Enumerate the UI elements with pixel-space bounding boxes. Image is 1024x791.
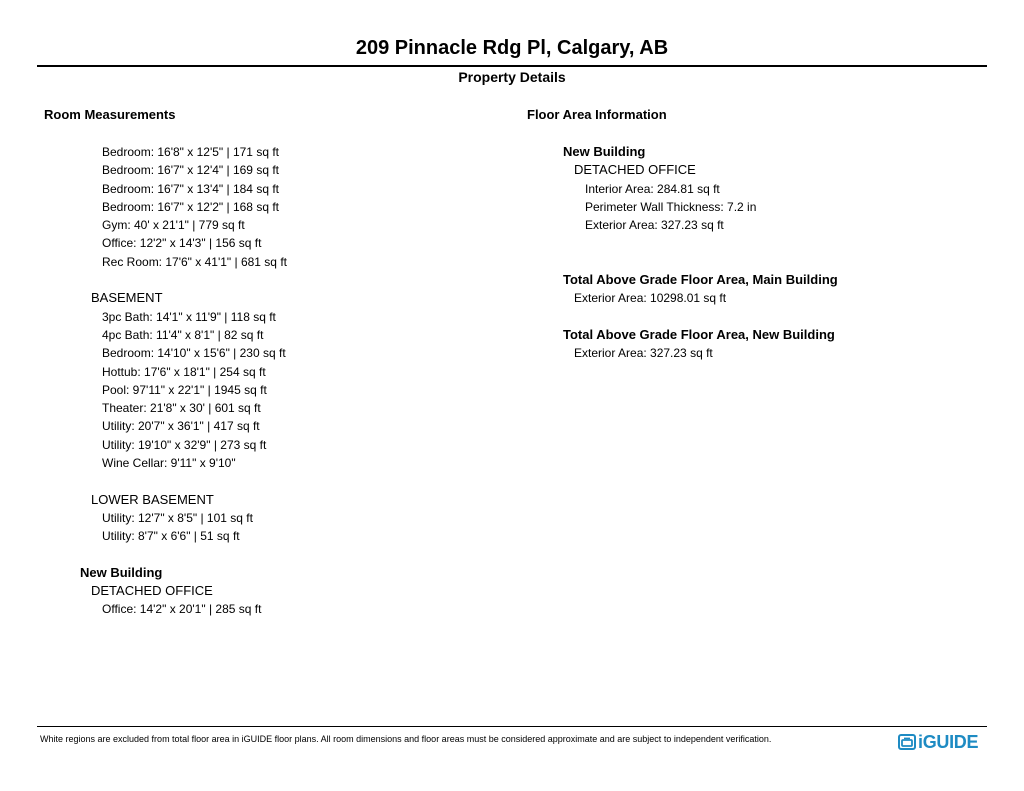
area-item: Interior Area: 284.81 sq ft [585,181,720,196]
floor-label-detached-office: DETACHED OFFICE [91,583,213,599]
room-item: Pool: 97'11" x 22'1" | 1945 sq ft [102,382,267,397]
room-item: Bedroom: 16'8" x 12'5" | 171 sq ft [102,145,279,159]
section-title: Property Details [458,69,566,85]
room-item: Utility: 12'7" x 8'5" | 101 sq ft [102,510,253,525]
total-main-value: Exterior Area: 10298.01 sq ft [574,291,727,306]
total-main-building [527,271,967,308]
spacer [44,472,484,490]
room-item: 3pc Bath: 14'1" x 11'9" | 118 sq ft [102,309,276,324]
area-item: Exterior Area: 327.23 sq ft [585,218,724,233]
room-measurements-heading: Room Measurements [44,107,176,122]
lower-basement-group [44,491,484,546]
iguide-logo-text: iGUIDE [918,732,979,752]
room-item: Bedroom: 14'10" x 15'6" | 230 sq ft [102,346,286,361]
iguide-camera-icon [898,733,916,751]
total-main-label: Total Above Grade Floor Area, Main Building [563,272,838,288]
floor-area-column [527,106,967,363]
basement-group [44,289,484,472]
room-item: Wine Cellar: 9'11" x 9'10" [102,456,236,471]
room-item: Utility: 19'10" x 32'9" | 273 sq ft [102,437,267,452]
floor-label-basement: BASEMENT [91,290,163,306]
page-title: 209 Pinnacle Rdg Pl, Calgary, AB [355,37,669,59]
room-item: Theater: 21'8" x 30' | 601 sq ft [102,401,261,416]
building-label-new: New Building [80,564,163,580]
room-item: Gym: 40' x 21'1" | 779 sq ft [102,218,245,233]
room-item: Bedroom: 16'7" x 12'2" | 168 sq ft [102,199,279,214]
room-item: Office: 12'2" x 14'3" | 156 sq ft [102,236,262,251]
floor-label-lower-basement: LOWER BASEMENT [91,491,214,507]
header-divider [37,65,987,67]
room-item: Hottub: 17'6" x 18'1" | 254 sq ft [102,364,266,379]
room-measurements-column [44,106,484,619]
room-item: Rec Room: 17'6" x 41'1" | 681 sq ft [102,254,287,269]
total-new-value: Exterior Area: 327.23 sq ft [574,346,713,361]
total-new-building [527,326,967,363]
room-item: Utility: 8'7" x 6'6" | 51 sq ft [102,529,240,544]
room-item: 4pc Bath: 11'4" x 8'1" | 82 sq ft [102,327,264,342]
new-building-group [44,564,484,619]
floor-area-new-building [527,143,967,234]
building-label-new: New Building [563,144,646,159]
spacer [527,308,967,326]
area-item: Perimeter Wall Thickness: 7.2 in [585,199,757,214]
spacer [527,253,967,271]
footer-divider [37,726,987,727]
floor-area-heading: Floor Area Information [527,107,667,122]
room-item: Bedroom: 16'7" x 12'4" | 169 sq ft [102,163,279,178]
spacer [44,271,484,289]
room-item: Bedroom: 16'7" x 13'4" | 184 sq ft [102,181,279,196]
total-new-label: Total Above Grade Floor Area, New Building [563,326,835,342]
iguide-logo [898,731,978,753]
room-item: Utility: 20'7" x 36'1" | 417 sq ft [102,419,260,434]
main-floor-rooms [44,143,484,271]
floor-label-detached-office: DETACHED OFFICE [574,162,696,178]
spacer [44,546,484,564]
room-item: Office: 14'2" x 20'1" | 285 sq ft [102,602,262,617]
footer-disclaimer: White regions are excluded from total floor area in iGUIDE floor plans. All room dimensions and floor areas must be considered approximate and are subject to independent verification. [40,734,772,744]
spacer [527,234,967,252]
